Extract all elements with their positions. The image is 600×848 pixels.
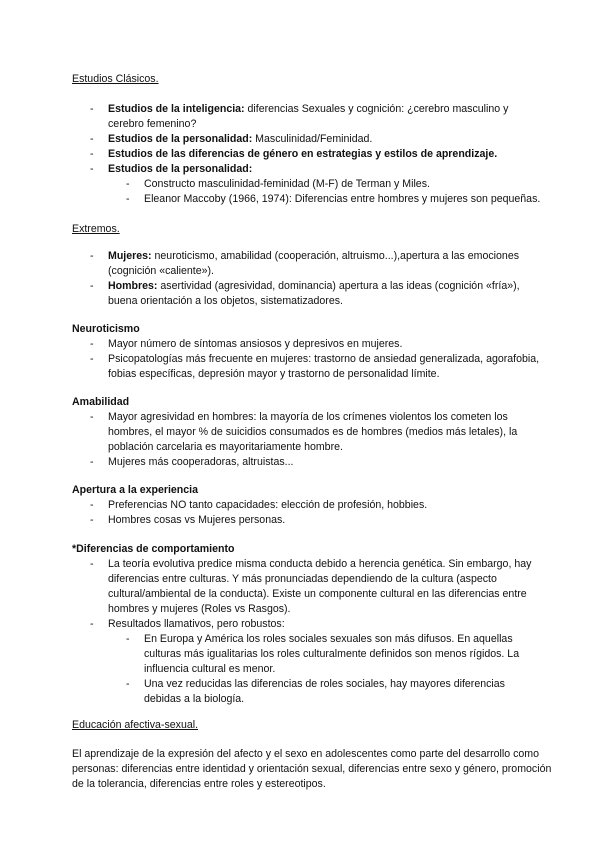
list-item [108,102,538,132]
bullet-dash: - [90,618,94,630]
bullet-dash: - [90,103,94,115]
bullet-dash: - [90,499,94,511]
bullet-dash: - [126,633,130,645]
sub-list-item: En Europa y América los roles sociales sexuales son más difusos. En aquellas culturas más igualitarias los roles culturalmente definidos son menos rígidos. La influencia cultural es menor. [144,633,520,675]
item-bold: Estudios de la inteligencia: [108,103,245,115]
bullet-dash: - [90,514,94,526]
bullet-dash: - [90,148,94,160]
item-bold: Estudios de las diferencias de género en estrategias y estilos de aprendizaje. [108,148,498,160]
list-item [108,147,568,162]
bullet-dash: - [90,250,94,262]
bullet-dash: - [90,456,94,468]
section-title-apertura: Apertura a la experiencia [72,484,199,496]
list-item [108,162,548,177]
item-text: Masculinidad/Feminidad. [252,133,373,145]
sub-list-item: Eleanor Maccoby (1966, 1974): Diferencias entre hombres y mujeres son pequeñas. [144,193,541,205]
sub-list-item: Constructo masculinidad-feminidad (M-F) de Terman y Miles. [144,178,430,190]
bullet-dash: - [90,353,94,365]
bullet-dash: - [126,178,130,190]
section-title-neuroticismo: Neuroticismo [72,323,140,335]
list-item: Psicopatologías más frecuente en mujeres: trastorno de ansiedad generalizada, agorafobia, fobias específicas, depresión mayor y trastorno de personalidad límite. [108,353,540,380]
list-item: La teoría evolutiva predice misma conducta debido a herencia genética. Sin embargo, hay diferencias entre culturas. Y más pronunciadas dependiendo de la cultura (aspecto cultural/ambiental de la conducta). Existe un componente cultural en las diferencias entre hombres y mujeres (Roles vs Rasgos). [108,558,532,615]
bullet-dash: - [90,338,94,350]
bullet-dash: - [126,678,130,690]
list-item [108,249,548,279]
bullet-dash: - [90,558,94,570]
section-title-extremos: Extremos. [72,223,120,235]
item-text: neuroticismo, amabilidad (cooperación, altruismo...),apertura a las emociones (cognición «caliente»). [108,250,520,277]
item-bold: Estudios de la personalidad: [108,133,253,145]
item-text: asertividad (agresividad, dominancia) apertura a las ideas (cognición «fría»), buena orientación a los objetos, sistematizadores. [108,280,520,307]
section-title-estudios-clasicos: Estudios Clásicos. [72,73,159,85]
item-text: diferencias Sexuales y cognición: ¿cerebro masculino y cerebro femenino? [108,103,509,130]
list-item: Hombres cosas vs Mujeres personas. [108,514,286,526]
list-item: Mujeres más cooperadoras, altruistas... [108,456,294,468]
bullet-dash: - [126,193,130,205]
list-item: Mayor número de síntomas ansiosos y depresivos en mujeres. [108,338,403,350]
bullet-dash: - [90,133,94,145]
section-title-educacion: Educación afectiva-sexual. [72,719,199,731]
sub-list-item: Una vez reducidas las diferencias de roles sociales, hay mayores diferencias debidas a la biología. [144,678,505,705]
list-item: Preferencias NO tanto capacidades: elección de profesión, hobbies. [108,499,428,511]
bullet-dash: - [90,163,94,175]
item-bold: Mujeres: [108,250,152,262]
item-bold: Hombres: [108,280,158,292]
section-title-diferencias: *Diferencias de comportamiento [72,543,235,555]
bullet-dash: - [90,411,94,423]
list-item [108,132,548,147]
list-item [108,279,548,309]
list-item: Mayor agresividad en hombres: la mayoría de los crímenes violentos los cometen los hombres, el mayor % de suicidios consumados es de hombres (medios más letales), la población carcelaria es mayoritariamente hombre. [108,411,518,453]
list-item: Resultados llamativos, pero robustos: [108,618,285,630]
section-title-amabilidad: Amabilidad [72,396,130,408]
paragraph: El aprendizaje de la expresión del afecto y el sexo en adolescentes como parte del desarrollo como personas: diferencias entre identidad y orientación sexual, diferencias entre sexo y género, promoción de la tolerancia, diferencias entre roles y estereotipos. [72,748,552,790]
bullet-dash: - [90,280,94,292]
item-bold: Estudios de la personalidad: [108,163,253,175]
